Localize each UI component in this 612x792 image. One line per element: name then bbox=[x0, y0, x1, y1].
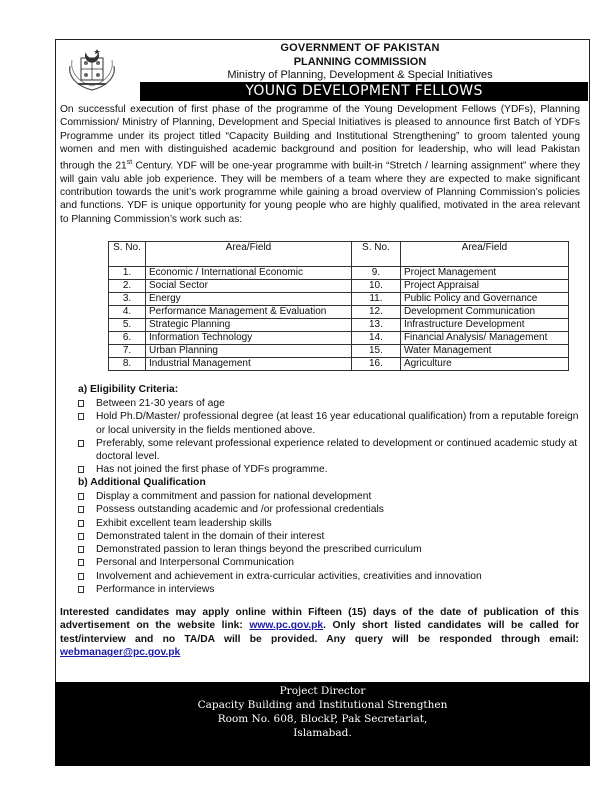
cell-num: 6. bbox=[109, 332, 146, 345]
list-item-text: Involvement and achievement in extra-curricular activities, creativities and innovation bbox=[96, 570, 482, 582]
list-item bbox=[78, 463, 583, 476]
footer-line: Capacity Building and Institutional Strengthen bbox=[197, 699, 448, 711]
footer-line: Islamabad. bbox=[293, 727, 352, 739]
list-item-text: Demonstrated passion to leran things beyond the prescribed curriculum bbox=[96, 544, 422, 556]
application-instructions bbox=[60, 606, 579, 660]
cell-num: 14. bbox=[351, 332, 400, 345]
list-item-text: Personal and Interpersonal Communication bbox=[96, 557, 295, 569]
intro-text-part1: On successful execution of first phase of the programme of the Young Development Fellows (YDFs), Planning Commission/ Ministry of Planning, Development and Special Initiatives is pleased to announce first Batch of YDFs Programme under its project titled “Capacity Building and Institutional Strengthening” to groom talented young women and men with distinguished academic background and position for leadership, who will lead Pakistan through the 21 bbox=[60, 104, 580, 172]
cell-area: Water Management bbox=[400, 345, 568, 358]
apply-text-part1: Interested candidates may apply online within Fifteen (15) days of the date of publication of this advertisement on the website link: bbox=[60, 607, 579, 632]
list-item bbox=[78, 530, 583, 543]
list-item-text: Between 21-30 years of age bbox=[96, 398, 225, 409]
footer-line: Room No. 608, BlockP, Pak Secretariat, bbox=[217, 713, 428, 725]
apply-text-part2: . Only short listed candidates will be called for test/interview and no TA/DA will be provided. Any query will be responded through email: bbox=[60, 620, 579, 645]
list-item-text: Demonstrated talent in the domain of their interest bbox=[96, 530, 325, 542]
qualification-heading: b) Additional Qualification bbox=[78, 477, 206, 488]
cell-area: Project Management bbox=[400, 267, 568, 280]
bullet-box-icon bbox=[78, 573, 84, 580]
table-row bbox=[109, 345, 569, 358]
cell-area: Agriculture bbox=[400, 358, 568, 371]
government-heading: GOVERNMENT OF PAKISTAN bbox=[280, 42, 440, 54]
cell-num: 4. bbox=[109, 306, 146, 319]
list-item-text: Hold Ph.D/Master/ professional degree (at least 16 year educational qualification) from a reputable foreign or local university in the fields mentioned above. bbox=[96, 411, 579, 436]
list-item-text: Display a commitment and passion for national development bbox=[96, 491, 372, 502]
ministry-heading: Ministry of Planning, Development & Special Initiatives bbox=[227, 69, 493, 81]
table-row bbox=[109, 293, 569, 306]
cell-area: Project Appraisal bbox=[400, 280, 568, 293]
list-item-text: Preferably, some relevant professional experience related to development or continued academic study at doctoral level. bbox=[96, 437, 578, 463]
bullet-box-icon bbox=[78, 559, 84, 566]
state-emblem-icon bbox=[66, 46, 118, 92]
cell-area: Information Technology bbox=[146, 332, 352, 345]
cell-area: Economic / International Economic bbox=[146, 267, 352, 280]
cell-area: Industrial Management bbox=[146, 358, 352, 371]
list-item bbox=[78, 397, 583, 410]
list-item-text: Performance in interviews bbox=[96, 584, 215, 596]
cell-num: 9. bbox=[351, 267, 400, 280]
email-link[interactable]: webmanager@pc.gov.pk bbox=[60, 647, 181, 659]
list-item-text: Possess outstanding academic and /or professional credentials bbox=[96, 504, 384, 516]
list-item bbox=[78, 543, 583, 556]
contact-footer bbox=[55, 682, 590, 766]
table-row bbox=[109, 306, 569, 319]
cell-area: Infrastructure Development bbox=[400, 319, 568, 332]
table-row bbox=[109, 280, 569, 293]
cell-area: Social Sector bbox=[146, 280, 352, 293]
cell-num: 1. bbox=[109, 267, 146, 280]
cell-num: 15. bbox=[351, 345, 400, 358]
cell-num: 5. bbox=[109, 319, 146, 332]
list-item bbox=[78, 503, 583, 516]
table-row bbox=[109, 319, 569, 332]
commission-heading: PLANNING COMMISSION bbox=[293, 56, 427, 68]
cell-area: Financial Analysis/ Management bbox=[400, 332, 568, 345]
list-item-text: Has not joined the first phase of YDFs programme. bbox=[96, 464, 328, 476]
intro-text-part2: Century. YDF will be one-year programme with built-in “Stretch / learning assignment” where they will gain valu able job experience. They will be members of a team where they are expected to make significant contribution towards the unit’s work programme while gaining a broad overview of Planning Commission’s policies and functions. YDF is unique opportunity for young people who are highly qualified, motivated in the area relevant to Planning Commission’s work such as: bbox=[60, 160, 580, 225]
col-area2-header: Area/Field bbox=[400, 242, 568, 267]
page-title: YOUNG DEVELOPMENT FELLOWS bbox=[140, 82, 588, 101]
cell-num: 8. bbox=[109, 358, 146, 371]
eligibility-list bbox=[78, 397, 583, 477]
bullet-box-icon bbox=[78, 493, 84, 500]
col-sno2-header: S. No. bbox=[351, 242, 400, 267]
table-row bbox=[109, 332, 569, 345]
list-item-text: Exhibit excellent team leadership skills bbox=[96, 517, 272, 529]
eligibility-heading: a) Eligibility Criteria: bbox=[78, 384, 179, 395]
table-row bbox=[109, 267, 569, 280]
qualification-list bbox=[78, 490, 583, 596]
cell-num: 12. bbox=[351, 306, 400, 319]
table-row bbox=[109, 358, 569, 371]
col-area-header: Area/Field bbox=[146, 242, 352, 267]
cell-area: Urban Planning bbox=[146, 345, 352, 358]
list-item bbox=[78, 583, 583, 596]
cell-area: Development Communication bbox=[400, 306, 568, 319]
footer-line: Project Director bbox=[279, 685, 366, 697]
intro-paragraph bbox=[60, 103, 580, 226]
cell-area: Performance Management & Evaluation bbox=[146, 306, 352, 319]
list-item bbox=[78, 410, 583, 437]
fields-table bbox=[108, 241, 569, 371]
cell-num: 7. bbox=[109, 345, 146, 358]
bullet-box-icon bbox=[78, 466, 84, 473]
cell-num: 13. bbox=[351, 319, 400, 332]
cell-num: 2. bbox=[109, 280, 146, 293]
list-item bbox=[78, 517, 583, 530]
cell-num: 16. bbox=[351, 358, 400, 371]
cell-num: 10. bbox=[351, 280, 400, 293]
website-link[interactable]: www.pc.gov.pk bbox=[249, 620, 324, 632]
bullet-box-icon bbox=[78, 506, 84, 513]
cell-num: 11. bbox=[351, 293, 400, 306]
cell-area: Strategic Planning bbox=[146, 319, 352, 332]
list-item bbox=[78, 556, 583, 569]
bullet-box-icon bbox=[78, 533, 84, 540]
cell-num: 3. bbox=[109, 293, 146, 306]
bullet-box-icon bbox=[78, 546, 84, 553]
bullet-box-icon bbox=[78, 400, 84, 407]
bullet-box-icon bbox=[78, 440, 84, 447]
col-sno-header: S. No. bbox=[109, 242, 146, 267]
table-header-row bbox=[109, 242, 569, 267]
list-item bbox=[78, 570, 583, 583]
bullet-box-icon bbox=[78, 586, 84, 593]
list-item bbox=[78, 490, 583, 503]
list-item bbox=[78, 437, 583, 464]
cell-area: Energy bbox=[146, 293, 352, 306]
bullet-box-icon bbox=[78, 413, 84, 420]
intro-superscript: st bbox=[126, 159, 133, 167]
cell-area: Public Policy and Governance bbox=[400, 293, 568, 306]
bullet-box-icon bbox=[78, 520, 84, 527]
